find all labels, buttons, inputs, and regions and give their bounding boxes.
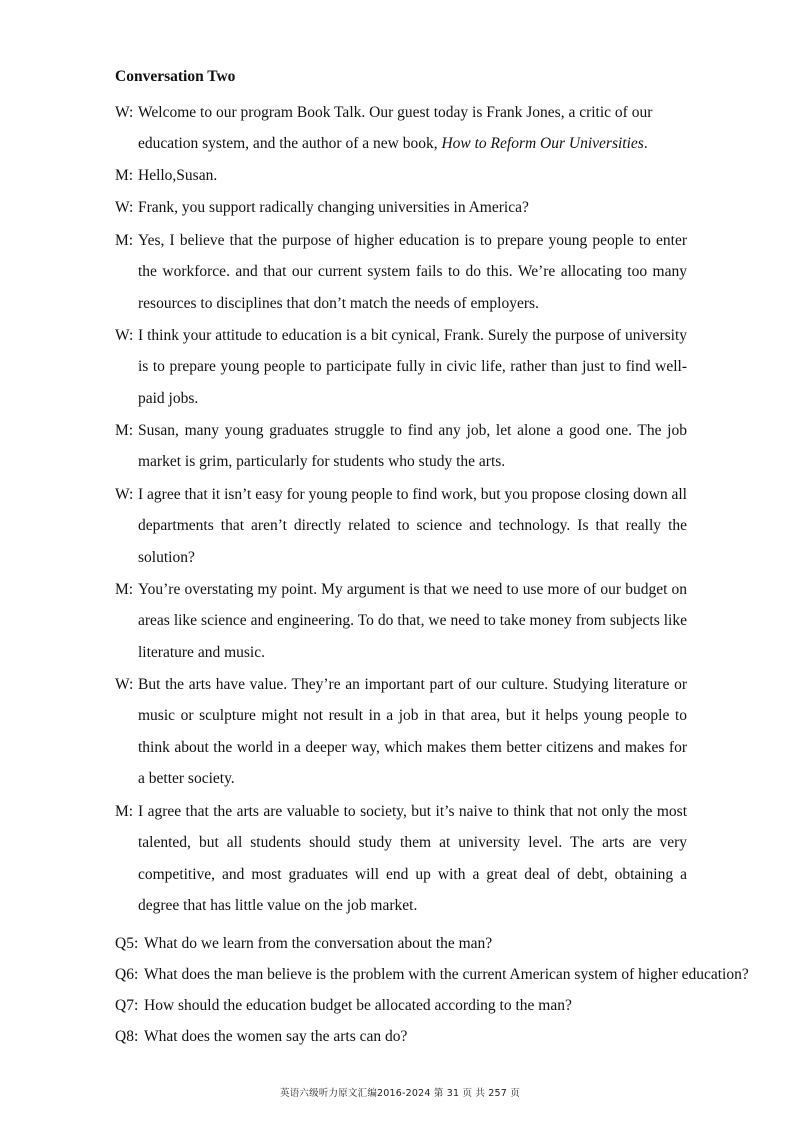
dialogue-turn	[115, 320, 687, 414]
speaker-label: W:	[115, 199, 134, 216]
question-label: Q7:	[115, 997, 139, 1014]
question-label: Q5:	[115, 935, 139, 952]
speaker-label: M:	[115, 167, 134, 184]
question-item	[115, 934, 492, 954]
speech-text: I agree that the arts are valuable to society, but it’s naive to think that not only the most talented, but all students should study them at university level. The arts are very competitive, and most graduates will end up with a great deal of debt, obtaining a degree that has little value on the job market.	[138, 803, 687, 915]
dialogue-turn	[115, 479, 687, 573]
speech-text: Frank, you support radically changing universities in America?	[138, 199, 529, 216]
speaker-label: M:	[115, 581, 134, 598]
speech-text: You’re overstating my point. My argument is that we need to use more of our budget on areas like science and engineering. To do that, we need to take money from subjects like literature and music.	[138, 581, 687, 661]
dialogue-turn	[115, 796, 687, 922]
speaker-label: W:	[115, 676, 134, 693]
speaker-label: W:	[115, 486, 134, 503]
dialogue-turn	[115, 415, 687, 478]
dialogue-turn	[115, 669, 687, 795]
dialogue-turn	[115, 225, 687, 319]
speaker-label: M:	[115, 422, 134, 439]
page-footer: 英语六级听力原文汇编2016-2024 第 31 页 共 257 页	[280, 1088, 520, 1099]
question-text: What does the man believe is the problem with the current American system of higher education?	[144, 966, 749, 983]
speaker-label: W:	[115, 327, 134, 344]
question-text: What does the women say the arts can do?	[144, 1028, 408, 1045]
question-item	[115, 965, 749, 985]
book-title: How to Reform Our Universities	[441, 135, 644, 153]
question-text: What do we learn from the conversation about the man?	[144, 935, 493, 952]
section-heading: Conversation Two	[115, 68, 236, 85]
speaker-label: M:	[115, 803, 134, 820]
speech-text: Welcome to our program Book Talk. Our guest today is Frank Jones, a critic of our education system, and the author of a new book, How to Reform Our Universities.	[138, 104, 653, 153]
question-label: Q8:	[115, 1028, 139, 1045]
dialogue-turn	[115, 574, 687, 668]
speaker-label: W:	[115, 104, 134, 121]
question-text: How should the education budget be allocated according to the man?	[144, 997, 572, 1014]
speech-text: I think your attitude to education is a bit cynical, Frank. Surely the purpose of university is to prepare young people to participate fully in civic life, rather than just to find well-paid jobs.	[138, 327, 687, 407]
speaker-label: M:	[115, 232, 134, 249]
speech-text: Susan, many young graduates struggle to find any job, let alone a good one. The job market is grim, particularly for students who study the arts.	[138, 422, 687, 471]
speech-text: But the arts have value. They’re an important part of our culture. Studying literature or music or sculpture might not result in a job in that area, but it helps young people to think about the world in a deeper way, which makes them better citizens and makes for a better society.	[138, 676, 687, 788]
speech-text: I agree that it isn’t easy for young people to find work, but you propose closing down all departments that aren’t directly related to science and technology. Is that really the solution?	[138, 486, 687, 566]
question-label: Q6:	[115, 966, 139, 983]
speech-text: Yes, I believe that the purpose of higher education is to prepare young people to enter the workforce. and that our current system fails to do this. We’re allocating too many resources to disciplines that don’t match the needs of employers.	[138, 232, 687, 312]
dialogue-turn	[115, 97, 687, 160]
dialogue-turn	[115, 192, 687, 223]
question-item	[115, 1027, 407, 1047]
dialogue-turn	[115, 160, 687, 191]
speech-text: Hello,Susan.	[138, 167, 218, 184]
question-item	[115, 996, 572, 1016]
